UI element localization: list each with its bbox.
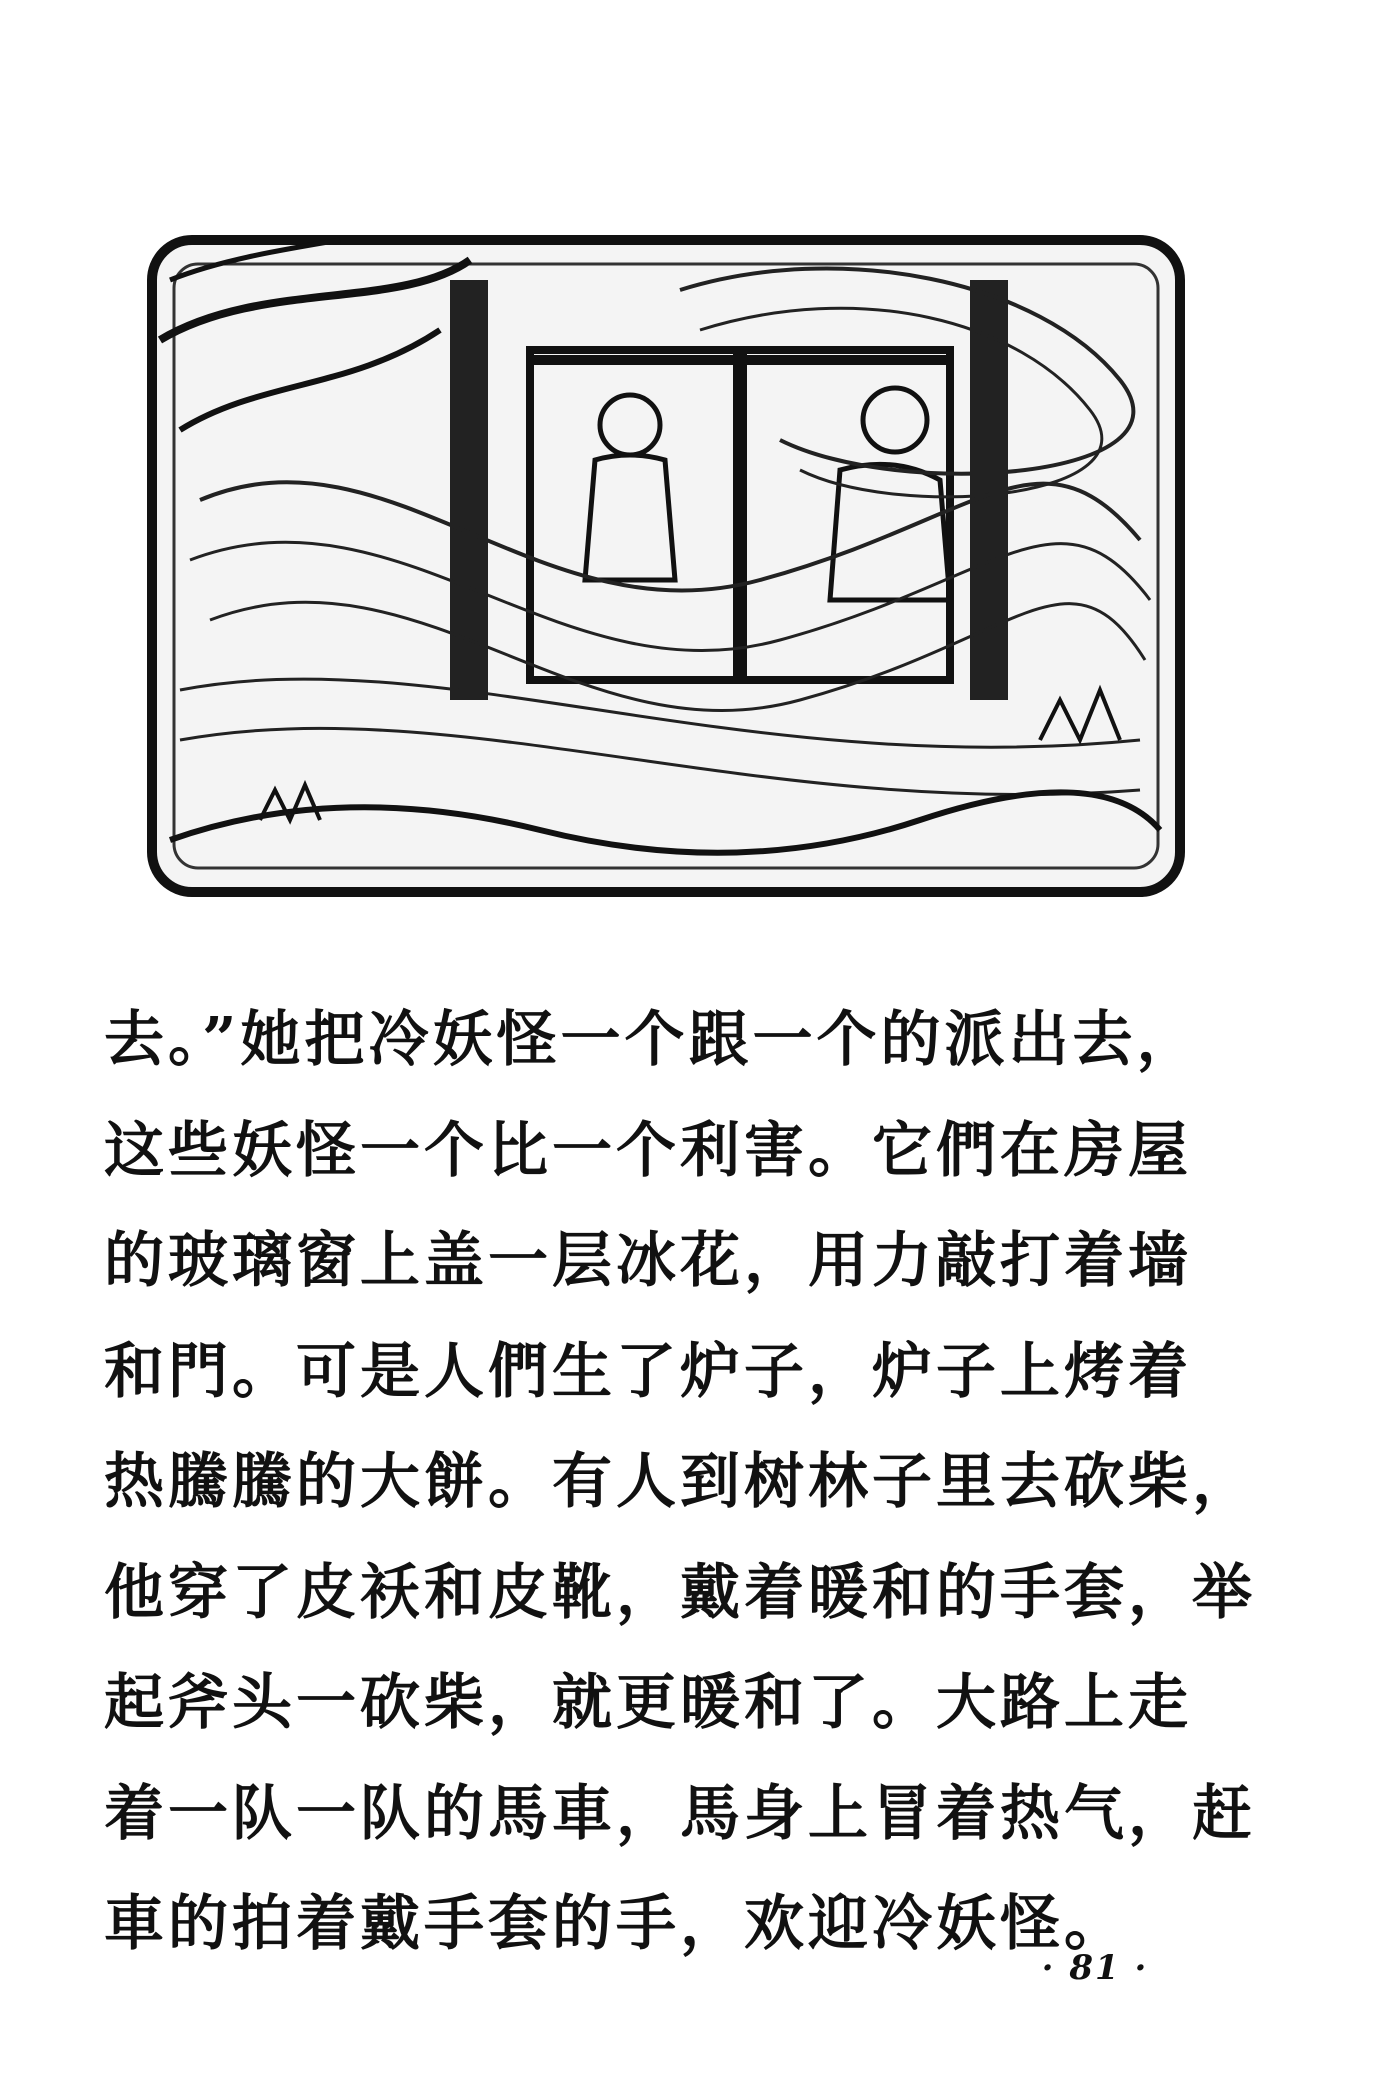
woodcut-illustration xyxy=(140,220,1192,912)
text-line: 热騰騰的大餅。有人到树林子里去砍柴， xyxy=(104,1447,1256,1517)
text-line: 他穿了皮袄和皮靴，戴着暖和的手套，举 xyxy=(104,1557,1256,1628)
text-line: 起斧头一砍柴，就更暖和了。大路上走 xyxy=(104,1668,1192,1738)
body-text xyxy=(104,985,1256,1980)
text-line: 着一队一队的馬車，馬身上冒着热气，赶 xyxy=(104,1778,1256,1849)
woodcut-illustration-icon xyxy=(140,220,1192,912)
page-number: · 81 · xyxy=(1041,1948,1149,1988)
text-line: 去。”她把冷妖怪一个跟一个的派出去， xyxy=(104,1005,1201,1075)
text-line: 这些妖怪一个比一个利害。它們在房屋 xyxy=(104,1115,1192,1186)
text-line: 車的拍着戴手套的手，欢迎冷妖怪。 xyxy=(104,1889,1128,1959)
text-line: 和門。可是人們生了炉子，炉子上烤着 xyxy=(104,1336,1192,1407)
text-line: 的玻璃窗上盖一层冰花，用力敲打着墙 xyxy=(104,1226,1192,1296)
